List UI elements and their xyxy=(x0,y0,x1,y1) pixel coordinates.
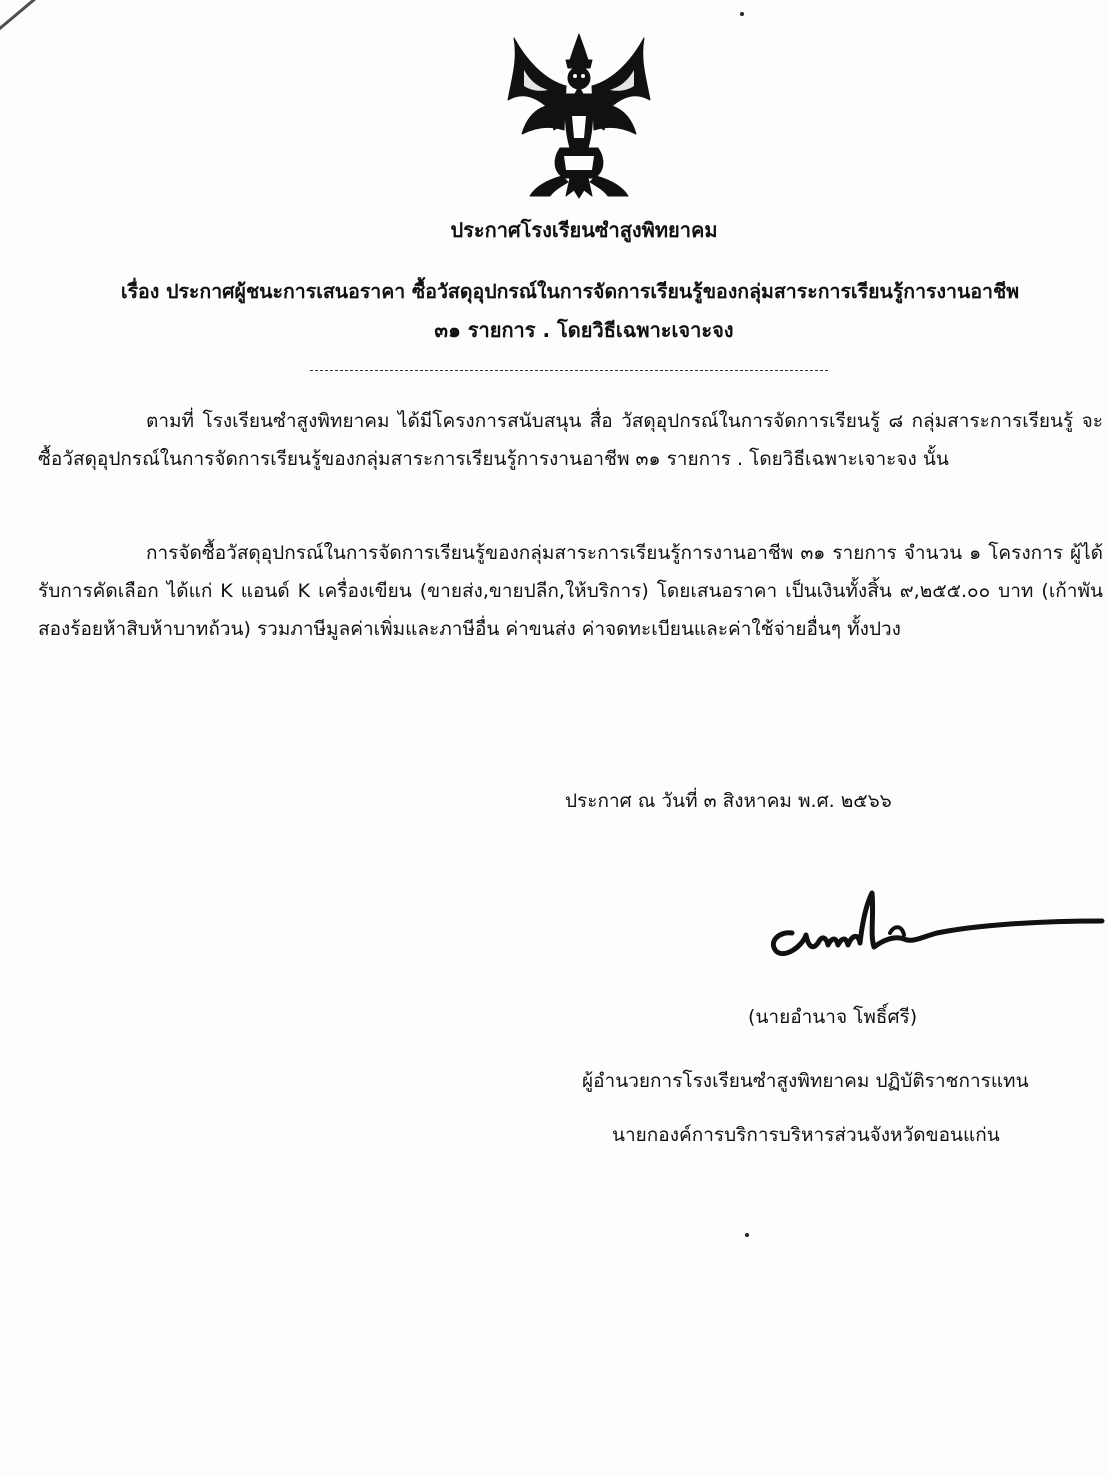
announcement-date: ประกาศ ณ วันที่ ๓ สิงหาคม พ.ศ. ๒๕๖๖ xyxy=(565,790,892,812)
handwritten-signature xyxy=(762,885,1107,965)
dashed-divider xyxy=(310,370,828,371)
announcement-subject-line2: ๓๑ รายการ . โดยวิธีเฉพาะเจาะจง xyxy=(434,318,734,342)
body-paragraph-2 xyxy=(38,534,1103,648)
speck xyxy=(740,12,744,16)
announcement-subject: เรื่อง ประกาศผู้ชนะการเสนอราคา ซื้อวัสดุอุปกรณ์ในการจัดการเรียนรู้ของกลุ่มสาระการเรียนรู้การงานอาชีพ xyxy=(120,280,1020,303)
signer-position-2: นายกองค์การบริการบริหารส่วนจังหวัดขอนแก่น xyxy=(612,1124,1000,1146)
garuda-emblem-icon xyxy=(504,30,654,200)
scan-corner-mark xyxy=(0,0,44,32)
body-paragraph-1 xyxy=(38,402,1103,478)
announcement-title: ประกาศโรงเรียนซำสูงพิทยาคม xyxy=(450,218,718,242)
signer-name: (นายอำนาจ โพธิ์ศรี) xyxy=(748,1006,918,1028)
speck xyxy=(745,1233,749,1237)
paragraph-2-text: การจัดซื้อวัสดุอุปกรณ์ในการจัดการเรียนรู้ของกลุ่มสาระการเรียนรู้การงานอาชีพ ๓๑ รายการ จำนวน ๑ โครงการ ผู้ได้รับการคัดเลือก ได้แก่ K แอนด์ K เครื่องเขียน (ขายส่ง,ขายปลีก,ให้บริการ) โดยเสนอราคา เป็นเงินทั้งสิ้น ๙,๒๕๕.๐๐ บาท (เก้าพันสองร้อยห้าสิบห้าบาทถ้วน) รวมภาษีมูลค่าเพิ่มและภาษีอื่น ค่าขนส่ง ค่าจดทะเบียนและค่าใช้จ่ายอื่นๆ ทั้งปวง xyxy=(38,542,1103,640)
signer-position-1: ผู้อำนวยการโรงเรียนซำสูงพิทยาคม ปฏิบัติราชการแทน xyxy=(582,1070,1029,1092)
paragraph-1-text: ตามที่ โรงเรียนซำสูงพิทยาคม ได้มีโครงการสนับสนุน สื่อ วัสดุอุปกรณ์ในการจัดการเรียนรู้ ๘ กลุ่มสาระการเรียนรู้ จะซื้อวัสดุอุปกรณ์ในการจัดการเรียนรู้ของกลุ่มสาระการเรียนรู้การงานอาชีพ ๓๑ รายการ . โดยวิธีเฉพาะเจาะจง นั้น xyxy=(38,410,1103,470)
